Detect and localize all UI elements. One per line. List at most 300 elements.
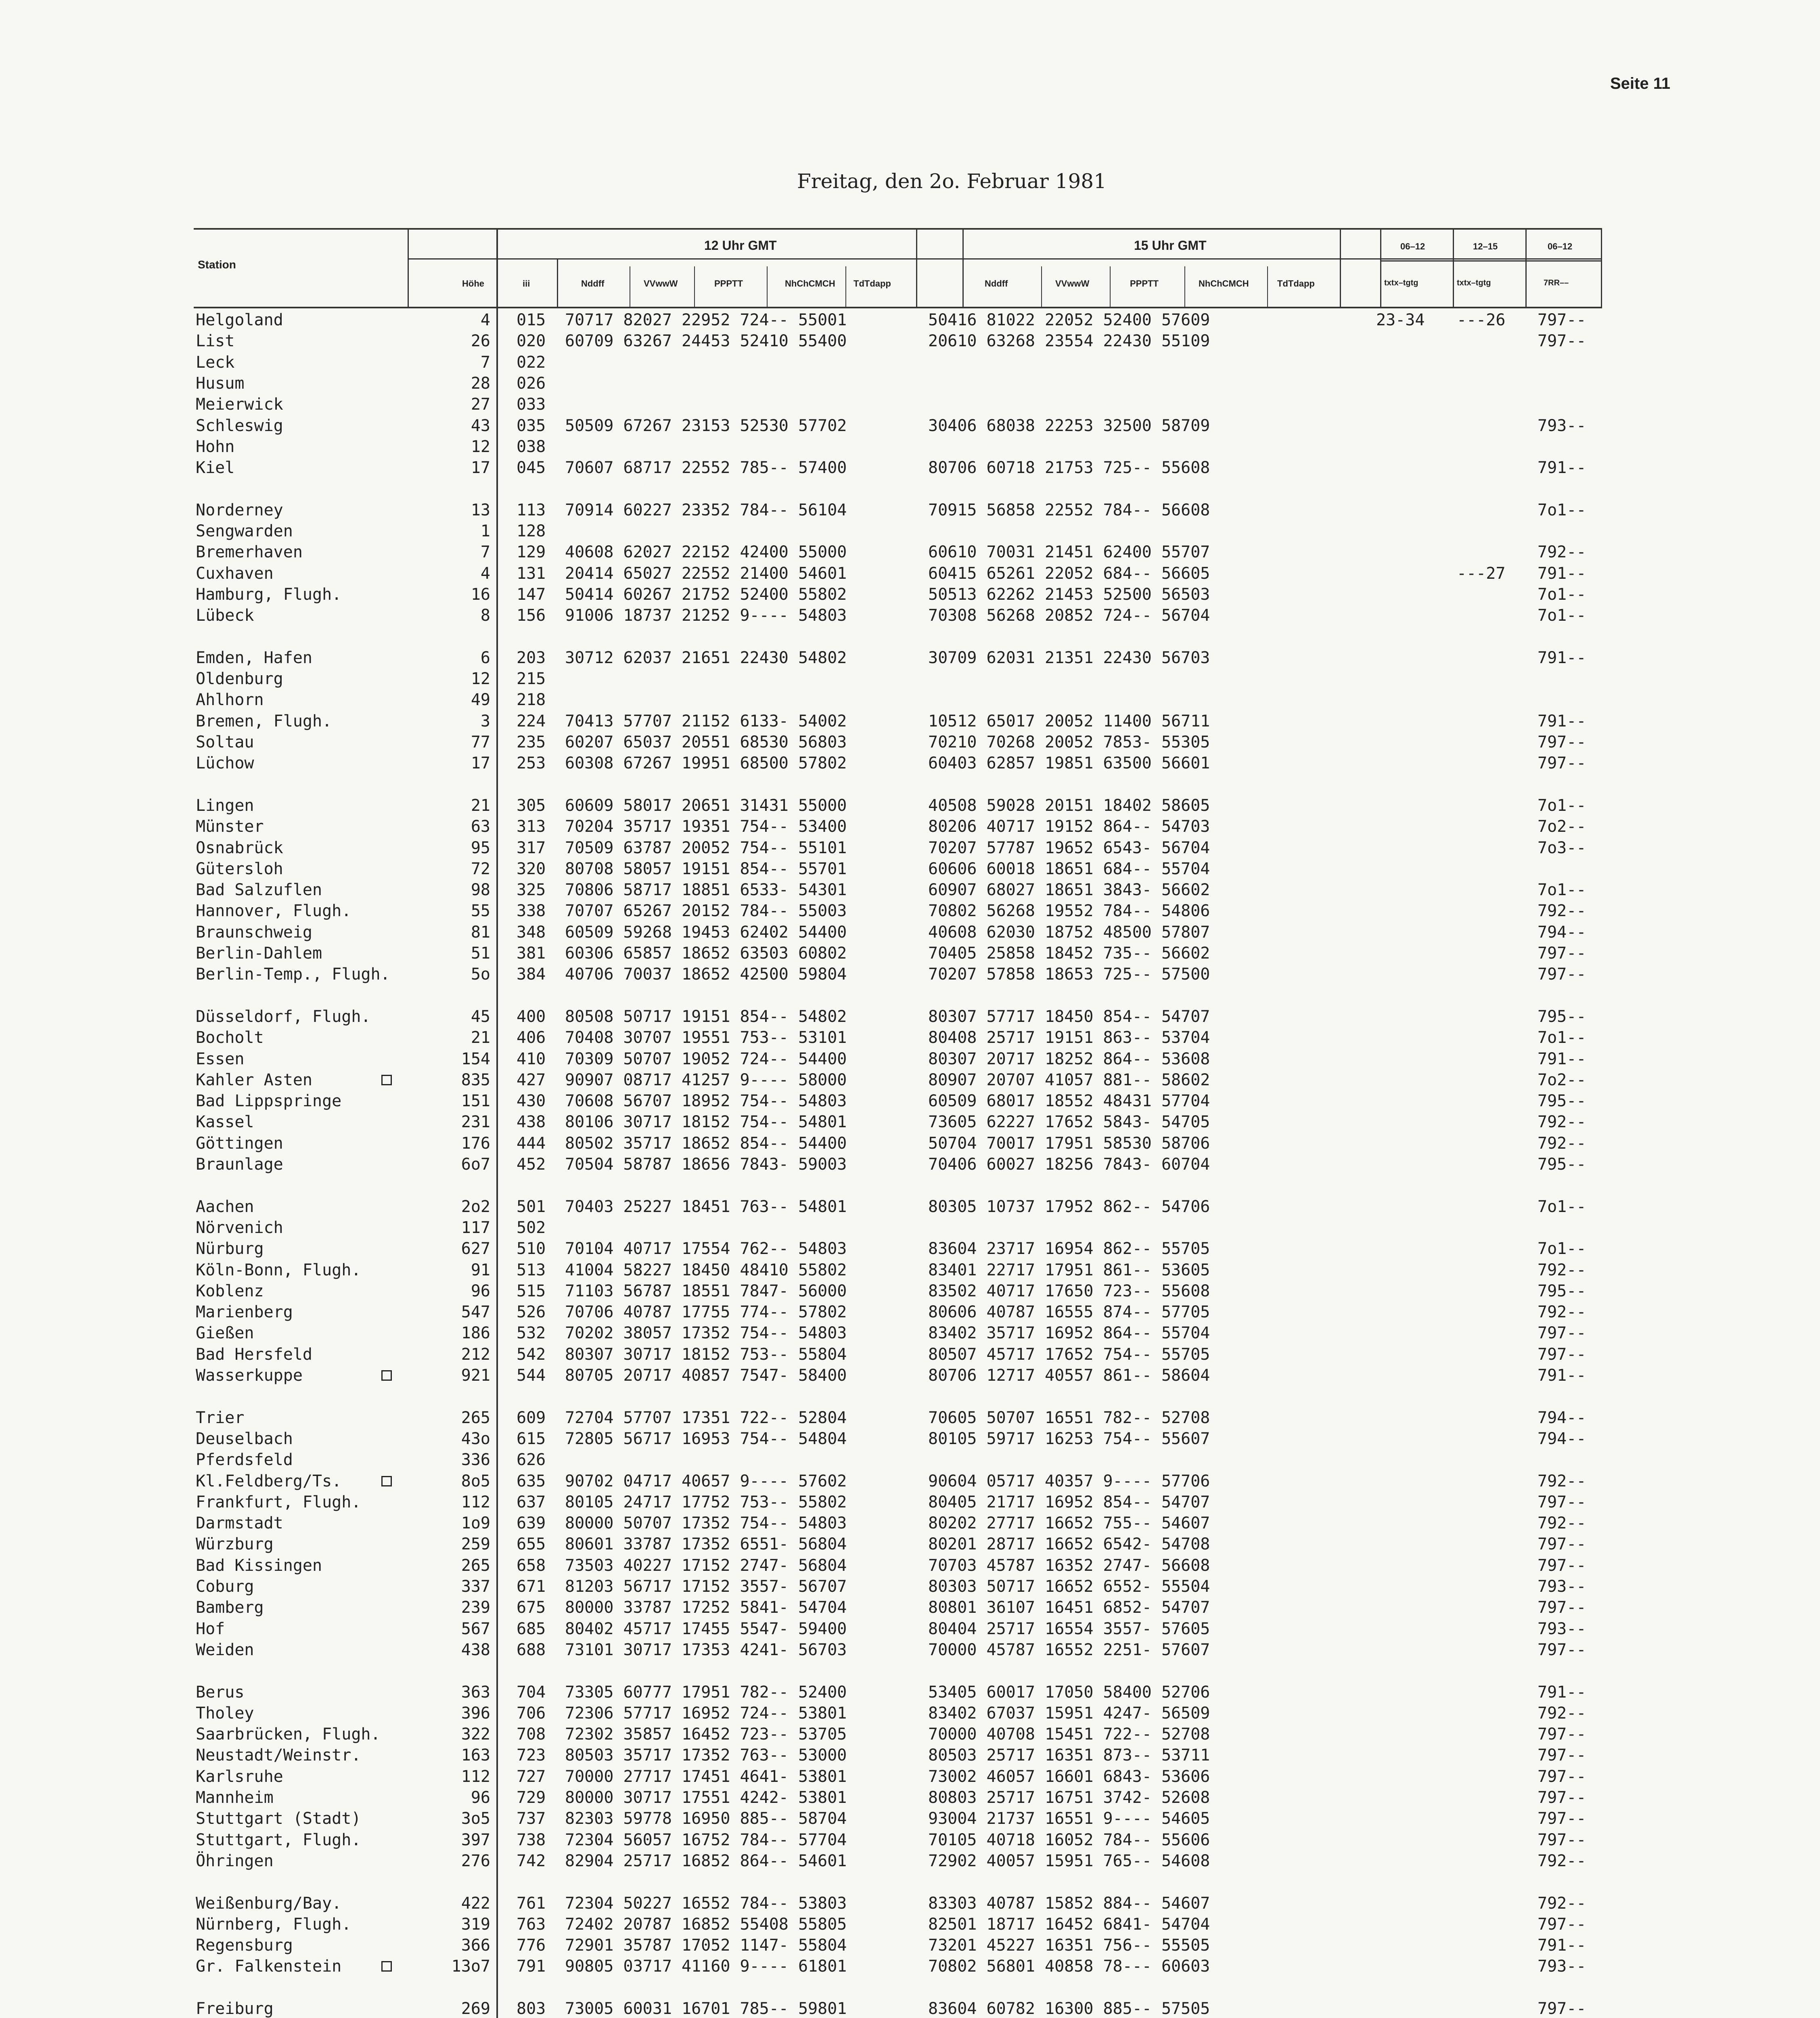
precip-06-12: 797-- [1538,944,1586,963]
diff-header-rule [1380,260,1602,262]
sub-divider-15b [1110,266,1111,307]
header-06-12: 06–12 [1400,241,1425,251]
station-name: Trier [196,1408,245,1427]
header-vvwww-15: VVwwW [1055,278,1090,289]
station-index: 129 [517,543,546,562]
header-nh-15: NhChCMCH [1199,278,1249,289]
station-name: Darmstadt [196,1514,283,1533]
station-height: 96 [471,1788,490,1807]
station-name: Hof [196,1619,225,1638]
obs-15-gmt: 82501 18717 16452 6841- 54704 [928,1915,1210,1934]
obs-12-gmt: 50509 67267 23153 52530 57702 [565,416,847,435]
station-name: Bocholt [196,1028,264,1047]
open-square-icon [381,1075,392,1085]
obs-12-gmt: 70806 58717 18851 6533- 54301 [565,881,847,900]
obs-12-gmt: 70413 57707 21152 6133- 54002 [565,712,847,731]
station-name: Braunlage [196,1155,283,1174]
obs-12-gmt: 80307 30717 18152 753-- 55804 [565,1345,847,1364]
station-index: 410 [517,1049,546,1068]
obs-15-gmt: 60415 65261 22052 684-- 56605 [928,564,1210,583]
station-name: Nürburg [196,1239,264,1258]
station-index: 704 [517,1683,546,1702]
station-index: 688 [517,1640,546,1659]
station-height: 21 [471,796,490,815]
precip-06-12: 791-- [1538,1936,1586,1955]
obs-15-gmt: 93004 21737 16551 9---- 54605 [928,1809,1210,1828]
obs-15-gmt: 80305 10737 17952 862-- 54706 [928,1197,1210,1216]
obs-12-gmt: 80000 50707 17352 754-- 54803 [565,1514,847,1533]
station-index: 738 [517,1830,546,1849]
obs-12-gmt: 72306 57717 16952 724-- 53801 [565,1704,847,1723]
sub-divider-12b [694,266,695,307]
station-index: 400 [517,1007,546,1026]
page-title: Freitag, den 2o. Februar 1981 [797,170,1107,193]
obs-12-gmt: 82303 59778 16950 885-- 58704 [565,1809,847,1828]
station-index: 637 [517,1493,546,1511]
station-height: 95 [471,838,490,857]
obs-15-gmt: 72902 40057 15951 765-- 54608 [928,1851,1210,1870]
obs-15-gmt: 80404 25717 16554 3557- 57605 [928,1619,1210,1638]
precip-06-12: 797-- [1538,311,1586,329]
obs-15-gmt: 83604 23717 16954 862-- 55705 [928,1239,1210,1258]
station-index: 723 [517,1746,546,1765]
obs-12-gmt: 70504 58787 18656 7843- 59003 [565,1155,847,1174]
obs-15-gmt: 70210 70268 20052 7853- 55305 [928,733,1210,752]
station-index: 742 [517,1851,546,1870]
header-top-rule [194,228,1602,230]
station-name: Bad Kissingen [196,1556,322,1575]
obs-12-gmt: 72805 56717 16953 754-- 54804 [565,1429,847,1448]
station-height: 21 [471,1028,490,1047]
station-index: 727 [517,1767,546,1786]
station-height: 12 [471,670,490,689]
obs-15-gmt: 83303 40787 15852 884-- 54607 [928,1894,1210,1913]
obs-12-gmt: 70914 60227 23352 784-- 56104 [565,500,847,519]
obs-12-gmt: 80106 30717 18152 754-- 54801 [565,1113,847,1132]
station-height: 3 [480,712,490,731]
station-index: 430 [517,1092,546,1111]
precip-06-12: 795-- [1538,1281,1586,1300]
station-height: 17 [471,754,490,773]
obs-12-gmt: 90907 08717 41257 9---- 58000 [565,1070,847,1089]
station-index: 224 [517,712,546,731]
sub-divider-15c [1184,266,1185,307]
obs-15-gmt: 70406 60027 18256 7843- 60704 [928,1155,1210,1174]
station-height: 26 [471,332,490,351]
obs-15-gmt: 80907 20707 41057 881-- 58602 [928,1070,1210,1089]
precip-06-12: 7o2-- [1538,1070,1586,1089]
obs-12-gmt: 40706 70037 18652 42500 59804 [565,965,847,984]
precip-06-12: 797-- [1538,1809,1586,1828]
station-name: Stuttgart (Stadt) [196,1809,361,1828]
obs-15-gmt: 73201 45227 16351 756-- 55505 [928,1936,1210,1955]
station-height: 1o9 [461,1514,490,1533]
station-name: Freiburg [196,1999,274,2018]
station-height: 422 [461,1894,490,1913]
station-name: Karlsruhe [196,1767,283,1786]
station-name: Kassel [196,1113,254,1132]
station-height: 163 [461,1746,490,1765]
precip-06-12: 795-- [1538,1155,1586,1174]
header-nddff-12: Nddff [581,278,605,289]
station-height: 186 [461,1324,490,1343]
obs-15-gmt: 83604 60782 16300 885-- 57505 [928,1999,1210,2018]
obs-15-gmt: 60907 68027 18651 3843- 56602 [928,881,1210,900]
station-height: 4 [480,564,490,583]
station-name: Würzburg [196,1535,274,1554]
obs-12-gmt: 73305 60777 17951 782-- 52400 [565,1683,847,1702]
station-height: 117 [461,1218,490,1237]
obs-15-gmt: 80706 12717 40557 861-- 58604 [928,1366,1210,1385]
obs-12-gmt: 80503 35717 17352 763-- 53000 [565,1746,847,1765]
obs-12-gmt: 60207 65037 20551 68530 56803 [565,733,847,752]
header-nh-12: NhChCMCH [785,278,835,289]
obs-15-gmt: 40608 62030 18752 48500 57807 [928,923,1210,942]
precip-06-12: 7o1-- [1538,1197,1586,1216]
station-index: 317 [517,838,546,857]
station-index: 675 [517,1598,546,1617]
station-height: 1 [480,522,490,540]
precip-06-12: 797-- [1538,1493,1586,1511]
obs-15-gmt: 80507 45717 17652 754-- 55705 [928,1345,1210,1364]
station-index: 532 [517,1324,546,1343]
station-name: Frankfurt, Flugh. [196,1493,361,1511]
obs-15-gmt: 70802 56268 19552 784-- 54806 [928,902,1210,921]
precip-06-12: 791-- [1538,712,1586,731]
station-name: Kiel [196,458,235,477]
station-index: 128 [517,522,546,540]
station-name: Schleswig [196,416,283,435]
station-name: Münster [196,817,264,836]
station-index: 544 [517,1366,546,1385]
obs-15-gmt: 80202 27717 16652 755-- 54607 [928,1514,1210,1533]
station-index: 444 [517,1134,546,1153]
station-height: 627 [461,1239,490,1258]
station-index: 215 [517,670,546,689]
station-name: Bad Hersfeld [196,1345,312,1364]
precip-06-12: 794-- [1538,923,1586,942]
station-height: 7 [480,543,490,562]
station-index: 609 [517,1408,546,1427]
obs-12-gmt: 80708 58057 19151 854-- 55701 [565,859,847,878]
obs-12-gmt: 80508 50717 19151 854-- 54802 [565,1007,847,1026]
station-height: 12 [471,437,490,456]
station-height: 3o5 [461,1809,490,1828]
station-height: 265 [461,1556,490,1575]
station-name: Lübeck [196,606,254,625]
obs-15-gmt: 80803 25717 16751 3742- 52608 [928,1788,1210,1807]
obs-15-gmt: 80606 40787 16555 874-- 57705 [928,1303,1210,1322]
precip-06-12: 794-- [1538,1429,1586,1448]
station-index: 235 [517,733,546,752]
obs-12-gmt: 60509 59268 19453 62402 54400 [565,923,847,942]
station-index: 510 [517,1239,546,1258]
obs-15-gmt: 73002 46057 16601 6843- 53606 [928,1767,1210,1786]
station-index: 038 [517,437,546,456]
station-height: 397 [461,1830,490,1849]
obs-12-gmt: 82904 25717 16852 864-- 54601 [565,1851,847,1870]
precip-06-12: 791-- [1538,1683,1586,1702]
open-square-icon [381,1476,392,1486]
obs-12-gmt: 80705 20717 40857 7547- 58400 [565,1366,847,1385]
station-height: 835 [461,1070,490,1089]
precip-06-12: 797-- [1538,754,1586,773]
obs-15-gmt: 80307 20717 18252 864-- 53608 [928,1049,1210,1068]
station-height: 176 [461,1134,490,1153]
precip-06-12: 7o1-- [1538,606,1586,625]
precip-06-12: 792-- [1538,1851,1586,1870]
station-index: 501 [517,1197,546,1216]
precip-06-12: 7o1-- [1538,585,1586,604]
station-height: 396 [461,1704,490,1723]
precip-06-12: 793-- [1538,1619,1586,1638]
station-height: 7 [480,353,490,372]
station-height: 49 [471,691,490,710]
station-height: 91 [471,1260,490,1279]
station-height: 8o5 [461,1472,490,1490]
station-index: 156 [517,606,546,625]
station-height: 4 [480,311,490,329]
precip-06-12: 797-- [1538,1640,1586,1659]
precip-06-12: 797-- [1538,1535,1586,1554]
obs-15-gmt: 80405 21717 16952 854-- 54707 [928,1493,1210,1511]
obs-12-gmt: 40608 62027 22152 42400 55000 [565,543,847,562]
obs-15-gmt: 60606 60018 18651 684-- 55704 [928,859,1210,878]
station-index: 671 [517,1577,546,1596]
obs-12-gmt: 60308 67267 19951 68500 57802 [565,754,847,773]
diff-divider-2 [1453,228,1454,307]
station-height: 77 [471,733,490,752]
station-index: 338 [517,902,546,921]
obs-15-gmt: 50704 70017 17951 58530 58706 [928,1134,1210,1153]
station-name: Helgoland [196,311,283,329]
station-index: 381 [517,944,546,963]
obs-15-gmt: 80201 28717 16652 6542- 54708 [928,1535,1210,1554]
precip-06-12: 7o3-- [1538,838,1586,857]
obs-12-gmt: 70706 40787 17755 774-- 57802 [565,1303,847,1322]
precip-06-12: 797-- [1538,1999,1586,2018]
obs-15-gmt: 83402 35717 16952 864-- 55704 [928,1324,1210,1343]
hoehe-divider [496,228,498,2018]
precip-06-12: 797-- [1538,1345,1586,1364]
obs-15-gmt: 30709 62031 21351 22430 56703 [928,648,1210,667]
precip-06-12: 7o1-- [1538,500,1586,519]
obs-12-gmt: 72901 35787 17052 1147- 55804 [565,1936,847,1955]
precip-06-12: 792-- [1538,1134,1586,1153]
obs-12-gmt: 80000 33787 17252 5841- 54704 [565,1598,847,1617]
header-hoehe: Höhe [462,278,484,289]
open-square-icon [381,1961,392,1972]
precip-06-12: 797-- [1538,1788,1586,1807]
station-index: 763 [517,1915,546,1934]
station-height: 63 [471,817,490,836]
subheader-12-15: txtx–tgtg [1457,278,1491,287]
obs-12-gmt: 91006 18737 21252 9---- 54803 [565,606,847,625]
station-index: 438 [517,1113,546,1132]
station-name: Öhringen [196,1851,274,1870]
station-index: 131 [517,564,546,583]
header-td-15: TdTdapp [1277,278,1315,289]
station-index: 708 [517,1725,546,1744]
station-index: 045 [517,458,546,477]
station-index: 803 [517,1999,546,2018]
obs-15-gmt: 80105 59717 16253 754-- 55607 [928,1429,1210,1448]
obs-15-gmt: 70802 56801 40858 78--- 60603 [928,1957,1210,1976]
diff-divider-1 [1380,228,1381,307]
station-name: Mannheim [196,1788,274,1807]
obs-15-gmt: 60610 70031 21451 62400 55707 [928,543,1210,562]
station-name: Bremerhaven [196,543,303,562]
gmt15-start-divider [962,228,964,307]
station-name: Gütersloh [196,859,283,878]
header-06-12-rr: 06–12 [1548,241,1573,251]
station-index: 737 [517,1809,546,1828]
precip-06-12: 793-- [1538,1957,1586,1976]
station-height: 16 [471,585,490,604]
obs-12-gmt: 73503 40227 17152 2747- 56804 [565,1556,847,1575]
header-ii: iii [523,278,530,289]
station-height: 259 [461,1535,490,1554]
station-height: 6o7 [461,1155,490,1174]
obs-12-gmt: 80502 35717 18652 854-- 54400 [565,1134,847,1153]
obs-15-gmt: 70605 50707 16551 782-- 52708 [928,1408,1210,1427]
obs-12-gmt: 72302 35857 16452 723-- 53705 [565,1725,847,1744]
station-height: 212 [461,1345,490,1364]
station-height: 265 [461,1408,490,1427]
station-name: Hamburg, Flugh. [196,585,342,604]
station-height: 336 [461,1451,490,1470]
obs-12-gmt: 70707 65267 20152 784-- 55003 [565,902,847,921]
station-name: Coburg [196,1577,254,1596]
obs-12-gmt: 90702 04717 40657 9---- 57602 [565,1472,847,1490]
obs-12-gmt: 20414 65027 22552 21400 54601 [565,564,847,583]
obs-12-gmt: 70204 35717 19351 754-- 53400 [565,817,847,836]
gmt12-end-divider [916,228,917,307]
station-name: Bamberg [196,1598,264,1617]
obs-12-gmt: 73101 30717 17353 4241- 56703 [565,1640,847,1659]
station-height: 51 [471,944,490,963]
station-name: Berus [196,1683,245,1702]
header-group-rule [408,258,1602,260]
obs-12-gmt: 41004 58227 18450 48410 55802 [565,1260,847,1279]
precip-06-12: 793-- [1538,1577,1586,1596]
obs-15-gmt: 80408 25717 19151 863-- 53704 [928,1028,1210,1047]
station-index: 502 [517,1218,546,1237]
obs-15-gmt: 70207 57787 19652 6543- 56704 [928,838,1210,857]
station-name: Aachen [196,1197,254,1216]
obs-12-gmt: 81203 56717 17152 3557- 56707 [565,1577,847,1596]
station-name: Saarbrücken, Flugh. [196,1725,381,1744]
obs-12-gmt: 90805 03717 41160 9---- 61801 [565,1957,847,1976]
temp-diff-06-12: 23-34 [1376,311,1425,329]
station-height: 98 [471,881,490,900]
obs-12-gmt: 70608 56707 18952 754-- 54803 [565,1092,847,1111]
station-height: 567 [461,1619,490,1638]
header-12-15: 12–15 [1473,241,1498,251]
station-name: Ahlhorn [196,691,264,710]
obs-15-gmt: 70405 25858 18452 735-- 56602 [928,944,1210,963]
obs-15-gmt: 60509 68017 18552 48431 57704 [928,1092,1210,1111]
station-height: 438 [461,1640,490,1659]
sub-divider-15a [1041,266,1042,307]
precip-06-12: 797-- [1538,1767,1586,1786]
station-name: Stuttgart, Flugh. [196,1830,361,1849]
station-index: 313 [517,817,546,836]
obs-12-gmt: 72704 57707 17351 722-- 52804 [565,1408,847,1427]
subheader-06-12: txtx–tgtg [1384,278,1418,287]
station-name: Kahler Asten [196,1070,312,1089]
station-name: Braunschweig [196,923,312,942]
station-height: 72 [471,859,490,878]
station-height: 154 [461,1049,490,1068]
obs-15-gmt: 73605 62227 17652 5843- 54705 [928,1113,1210,1132]
precip-06-12: 791-- [1538,1366,1586,1385]
station-height: 319 [461,1915,490,1934]
temp-diff-12-15: ---26 [1457,311,1506,329]
precip-06-12: 792-- [1538,1260,1586,1279]
precip-06-12: 797-- [1538,733,1586,752]
obs-15-gmt: 60403 62857 19851 63500 56601 [928,754,1210,773]
obs-12-gmt: 50414 60267 21752 52400 55802 [565,585,847,604]
station-name: Lüchow [196,754,254,773]
obs-15-gmt: 40508 59028 20151 18402 58605 [928,796,1210,815]
station-name: Bad Salzuflen [196,881,322,900]
station-name: Neustadt/Weinstr. [196,1746,361,1765]
station-height: 81 [471,923,490,942]
obs-15-gmt: 80706 60718 21753 725-- 55608 [928,458,1210,477]
station-index: 658 [517,1556,546,1575]
precip-06-12: 792-- [1538,543,1586,562]
precip-06-12: 797-- [1538,1556,1586,1575]
station-index: 513 [517,1260,546,1279]
precip-06-12: 7o1-- [1538,881,1586,900]
station-height: 5o [471,965,490,984]
obs-12-gmt: 70309 50707 19052 724-- 54400 [565,1049,847,1068]
precip-06-12: 792-- [1538,1704,1586,1723]
station-index: 113 [517,500,546,519]
obs-12-gmt: 72304 56057 16752 784-- 57704 [565,1830,847,1849]
station-height: 363 [461,1683,490,1702]
station-height: 27 [471,395,490,414]
station-height: 55 [471,902,490,921]
obs-15-gmt: 83402 67037 15951 4247- 56509 [928,1704,1210,1723]
station-height: 43o [461,1429,490,1448]
obs-15-gmt: 83502 40717 17650 723-- 55608 [928,1281,1210,1300]
station-height: 45 [471,1007,490,1026]
station-index: 020 [517,332,546,351]
precip-06-12: 797-- [1538,1324,1586,1343]
temp-diff-12-15: ---27 [1457,564,1506,583]
sub-divider-12d [845,266,846,307]
precip-06-12: 794-- [1538,1408,1586,1427]
gmt15-end-divider [1340,228,1341,307]
obs-12-gmt: 30712 62037 21651 22430 54802 [565,648,847,667]
precip-06-12: 797-- [1538,1725,1586,1744]
station-index: 427 [517,1070,546,1089]
sub-divider-15d [1267,266,1268,307]
station-height: 28 [471,374,490,393]
precip-06-12: 792-- [1538,1113,1586,1132]
station-name: Essen [196,1049,245,1068]
station-index: 320 [517,859,546,878]
station-height: 13o7 [451,1957,490,1976]
obs-12-gmt: 70104 40717 17554 762-- 54803 [565,1239,847,1258]
obs-15-gmt: 50416 81022 22052 52400 57609 [928,311,1210,329]
obs-12-gmt: 72402 20787 16852 55408 55805 [565,1915,847,1934]
station-name: Cuxhaven [196,564,274,583]
precip-06-12: 793-- [1538,416,1586,435]
station-name: Nürnberg, Flugh. [196,1915,351,1934]
